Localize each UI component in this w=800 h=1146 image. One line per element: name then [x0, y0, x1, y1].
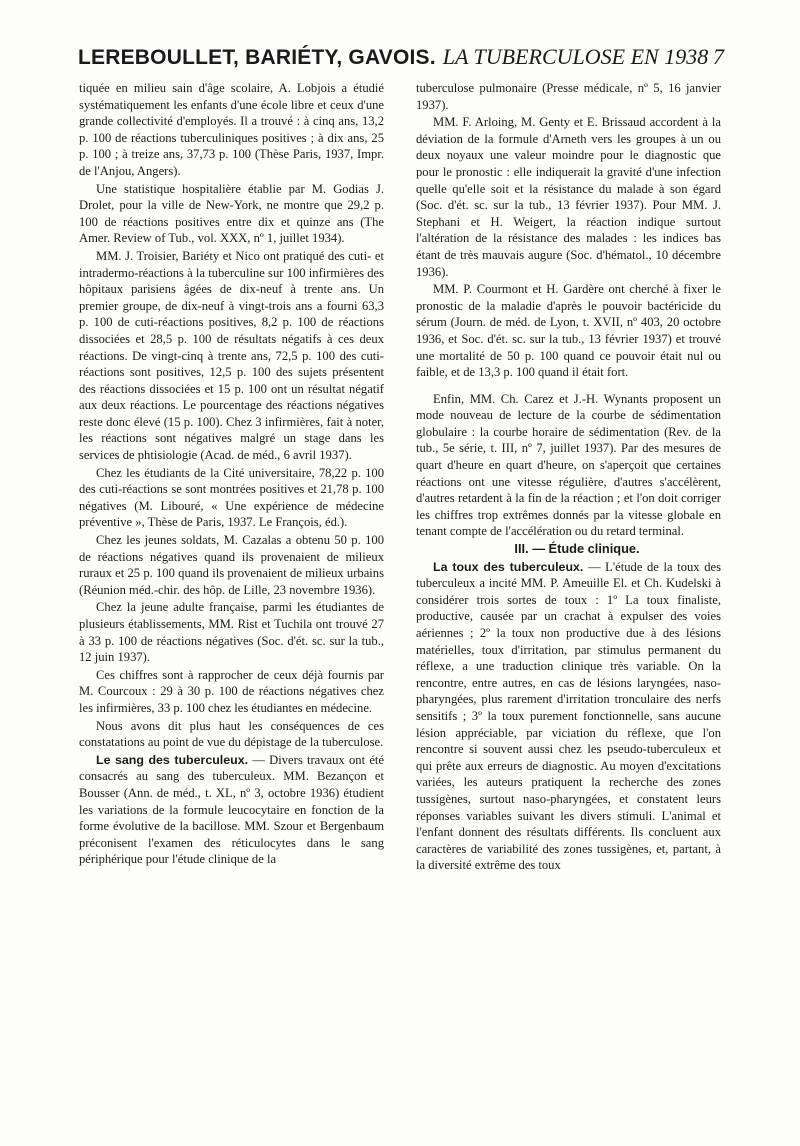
- paragraph-cough: [416, 559, 721, 874]
- subsection-heading: Le sang des tuberculeux.: [96, 752, 249, 767]
- header-authors: LEREBOULLET, BARIÉTY, GAVOIS.: [78, 46, 436, 69]
- running-header: [78, 44, 724, 74]
- paragraph: tuberculose pulmonaire (Presse médicale, nº 5, 16 janvier 1937).: [416, 81, 721, 112]
- paragraph: MM. J. Troisier, Bariéty et Nico ont pratiqué des cuti- et intradermo-réactions à la tuberculine sur 100 infirmières des hôpitaux parisiens âgées de dix-neuf à trente ans. Un premier groupe, de dix-neuf à vingt-trois ans a fourni 63,3 p. 100 de cuti-réactions positives, 8,2 p. 100 de réactions dissociées et 28,5 p. 100 de résultats négatifs à ces deux réactions. De vingt-cinq à trente ans, 72,5 p. 100 des cuti-réactions sont positives, 12,5 p. 100 des sujets présentent des réactions dissociées et 15 p. 100 ont un résultat négatif aux deux réactions. Le pourcentage des réactions négatives reste donc élevé (15 p. 100). Chez 3 infirmières, fait à noter, les réactions sont négatives malgré un stage dans les services de phtisiologie (Acad. de méd., 6 avril 1937).: [79, 248, 384, 463]
- paragraph-text: — Divers travaux ont été consacrés au sang des tuberculeux. MM. Bezançon et Bousser (Ann. de méd., t. XL, nº 3, octobre 1936) étudient les variations de la formule leucocytaire en fonction de la forme évolutive de la bacillose. MM. Szour et Bergenbaum préconisent l'examen des réticulocytes dans le sang périphérique pour l'étude clinique de la: [79, 752, 384, 867]
- paragraph: MM. P. Courmont et H. Gardère ont cherché à fixer le pronostic de la maladie d'après le pouvoir bactéricide du sérum (Journ. de méd. de Lyon, t. XVII, nº 403, 20 octobre 1936, et Soc. d'ét. sc. sur la tub., 13 février 1937) et trouvé une mortalité de 50 p. 100 quand ce pouvoir était nul ou faible, et de 13,3 p. 100 quand il était fort.: [416, 282, 721, 380]
- paragraph: Une statistique hospitalière établie par M. Godias J. Drolet, pour la ville de New-York, ne montre que 29,2 p. 100 de réactions positives entre dix et quinze ans (The Amer. Review of Tub., vol. XXX, nº 1, juillet 1934).: [79, 181, 384, 246]
- paragraph-blood: [79, 752, 384, 868]
- paragraph: Chez les jeunes soldats, M. Cazalas a obtenu 50 p. 100 de réactions négatives quand ils provenaient de milieux ruraux et 25 p. 100 quand ils provenaient de milieux urbains (Réunion méd.-chir. des hôp. de Lille, 23 novembre 1936).: [79, 533, 384, 597]
- page-number: 7: [713, 44, 724, 69]
- subsection-heading: La toux des tuberculeux.: [433, 559, 584, 574]
- paragraph: Chez les étudiants de la Cité universitaire, 78,22 p. 100 des cuti-réactions se sont montrées positives et 21,78 p. 100 négatives (M. Libouré, « Une expérience de médecine préventive », Thèse de Paris, 1937. Le François, éd.).: [79, 465, 384, 530]
- right-column: [416, 80, 721, 874]
- header-title: LA TUBERCULOSE EN 1938: [442, 44, 709, 69]
- paragraph-text: — L'étude de la toux des tuberculeux a incité MM. P. Ameuille El. et Ch. Kudelski à considérer trois sortes de toux : 1º La toux finaliste, productive, causée par un crachat à expulser des voies aériennes ; 2º la toux non productive due à des lésions matérielles, toux d'irritation, par stimulus permanent du réflexe, a une traduction clinique très variable. On la rencontre, entre autres, en cas de lésions laryngées, naso-pharyngées, plus rarement d'irritation tronculaire des nerfs sensitifs ; 3º la toux purement fonctionnelle, sans aucune lésion appréciable, par viciation du réflexe, que l'on rencontre si souvent aussi chez les pseudo-tuberculeux et qui prête aux erreurs de diagnostic. Au moyen d'excitations variées, les auteurs pratiquent la recherche des zones tussigènes, surtout naso-pharyngées, et constatent leurs réponses variables suivant les divers stimuli. L'animal et l'enfant donnent des résultats différents. Ils concluent aux caractères de variabilité des zones tussigènes, et, partant, à la diversité extrême des toux: [416, 559, 721, 873]
- paragraph: Enfin, MM. Ch. Carez et J.-H. Wynants proposent un mode nouveau de lecture de la courbe de sédimentation globulaire : la courbe horaire de sédimentation (Rev. de la tub., 5e série, t. III, nº 7, juillet 1937). Par des mesures de quart d'heure en quart d'heure, on s'aperçoit que certaines réactions ont une vitesse régulière, d'autres s'accélèrent, d'autres retardent à la fin de la réaction ; et l'on doit corriger les chiffres trop extrêmes donnés par la vitesse globale en tenant compte de l'accélération ou du retard terminal.: [416, 391, 721, 539]
- paragraph: Ces chiffres sont à rapprocher de ceux déjà fournis par M. Courcoux : 29 à 30 p. 100 de réactions négatives chez les infirmières, 33 p. 100 chez les étudiantes en médecine.: [79, 667, 384, 715]
- paragraph: tiquée en milieu sain d'âge scolaire, A. Lobjois a étudié systématiquement les enfants d'une école libre et ceux d'une grande collectivité d'employés. Il a trouvé : à cinq ans, 13,2 p. 100 de réactions tuberculiniques positives ; à dix ans, 25 p. 100 ; à treize ans, 37,73 p. 100 (Thèse Paris, 1937, Impr. de l'Anjou, Angers).: [79, 81, 384, 178]
- paragraph: Chez la jeune adulte française, parmi les étudiantes de plusieurs établissements, MM. Rist et Tuchila ont trouvé 27 à 33 p. 100 de réactions négatives (Soc. d'ét. sc. sur la tub., 12 juin 1937).: [79, 600, 384, 665]
- paragraph: MM. F. Arloing, M. Genty et E. Brissaud accordent à la déviation de la formule d'Arneth vers les groupes à un ou deux noyaux une valeur moindre pour le diagnostic que pour le pronostic : elle indiquerait la gravité d'une infection quelle qu'elle soit et la résistance du malade à son égard (Soc. d'ét. sc. sur la tub., 13 février 1937). Pour MM. J. Stephani et H. Weigert, la réaction indique surtout l'altération de la résistance des malades : les indices bas étant de très mauvais augure (Soc. d'hématol., 10 décembre 1936).: [416, 115, 721, 279]
- left-column: [79, 80, 384, 868]
- paragraph: Nous avons dit plus haut les conséquences de ces constatations au point de vue du dépistage de la tuberculose.: [79, 718, 384, 750]
- section-heading: III. — Étude clinique.: [514, 541, 640, 557]
